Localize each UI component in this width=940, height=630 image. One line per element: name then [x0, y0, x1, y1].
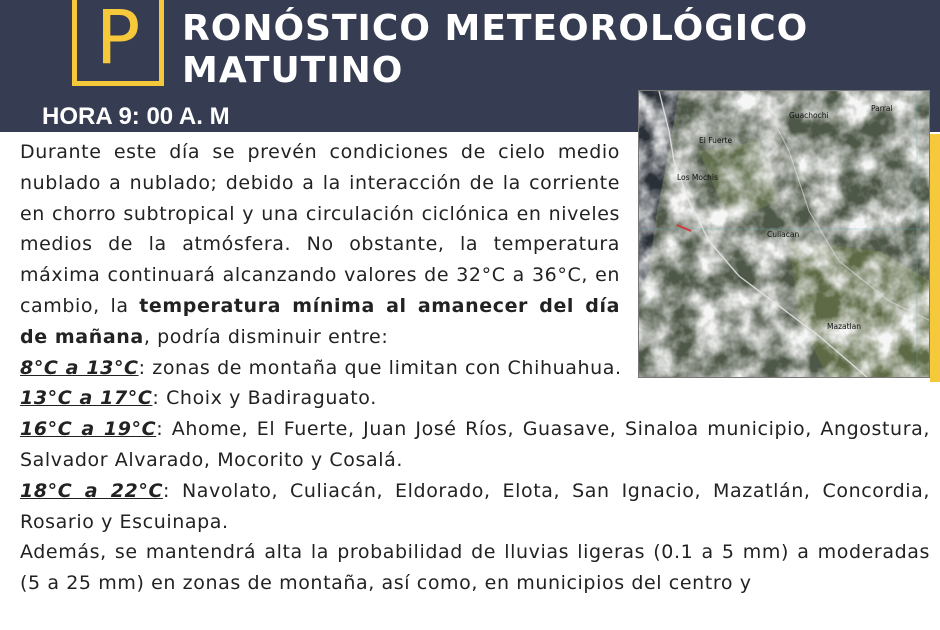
range-item	[20, 476, 930, 538]
range-item	[20, 353, 930, 384]
range-text: : zonas de montaña que limitan con Chihuahua.	[138, 356, 622, 379]
range-text: : Navolato, Culiacán, Eldorado, Elota, San Ignacio, Mazatlán, Concordia, Rosario y Escuinapa.	[20, 479, 931, 533]
intro-paragraph	[20, 137, 620, 353]
intro-tail: , podría disminuir entre:	[143, 325, 389, 348]
range-label: 8°C a 13°C	[20, 356, 139, 379]
intro-bold: temperatura mínima al amanecer del día de mañana	[20, 294, 621, 348]
intro-text: Durante este día se prevén condiciones de cielo medio nublado a nublado; debido a la interacción de la corriente en chorro subtropical y una circulación ciclónica en niveles medios de la atmósfera. No obstante, la temperatura máxima continuará alcanzando valores de 32°C a 36°C, en cambio, la	[20, 141, 620, 317]
map-label-los-mochis: Los Mochis	[677, 173, 718, 182]
logo-letter: P	[95, 0, 141, 81]
map-label-mazatlan: Mazatlan	[827, 322, 861, 331]
range-label: 16°C a 19°C	[20, 418, 157, 441]
range-text: : Ahome, El Fuerte, Juan José Ríos, Guasave, Sinaloa municipio, Angostura, Salvador Alvarado, Mocorito y Cosalá.	[20, 418, 930, 471]
range-label: 13°C a 17°C	[20, 387, 153, 410]
title-line-2: MATUTINO	[182, 50, 404, 91]
forecast-time: HORA 9: 00 A. M	[42, 103, 230, 130]
map-label-el-fuerte: El Fuerte	[699, 136, 733, 145]
range-item	[20, 383, 930, 414]
logo-frame	[72, 0, 164, 86]
map-label-guachochi: Guachochi	[789, 111, 829, 120]
range-label: 18°C a 22°C	[20, 479, 164, 502]
accent-bar	[930, 134, 940, 382]
range-item	[20, 414, 930, 476]
map-label-culiacan: Culiacan	[767, 230, 800, 239]
forecast-body	[20, 137, 930, 599]
title-line-1: RONÓSTICO METEOROLÓGICO	[182, 8, 809, 49]
range-text: : Choix y Badiraguato.	[152, 387, 377, 410]
page-title	[182, 8, 808, 92]
map-label-parral: Parral	[871, 104, 893, 113]
closing-paragraph: Además, se mantendrá alta la probabilidad de lluvias ligeras (0.1 a 5 mm) a moderadas (5 a 25 mm) en zonas de montaña, así como, en municipios del centro y	[20, 541, 930, 595]
